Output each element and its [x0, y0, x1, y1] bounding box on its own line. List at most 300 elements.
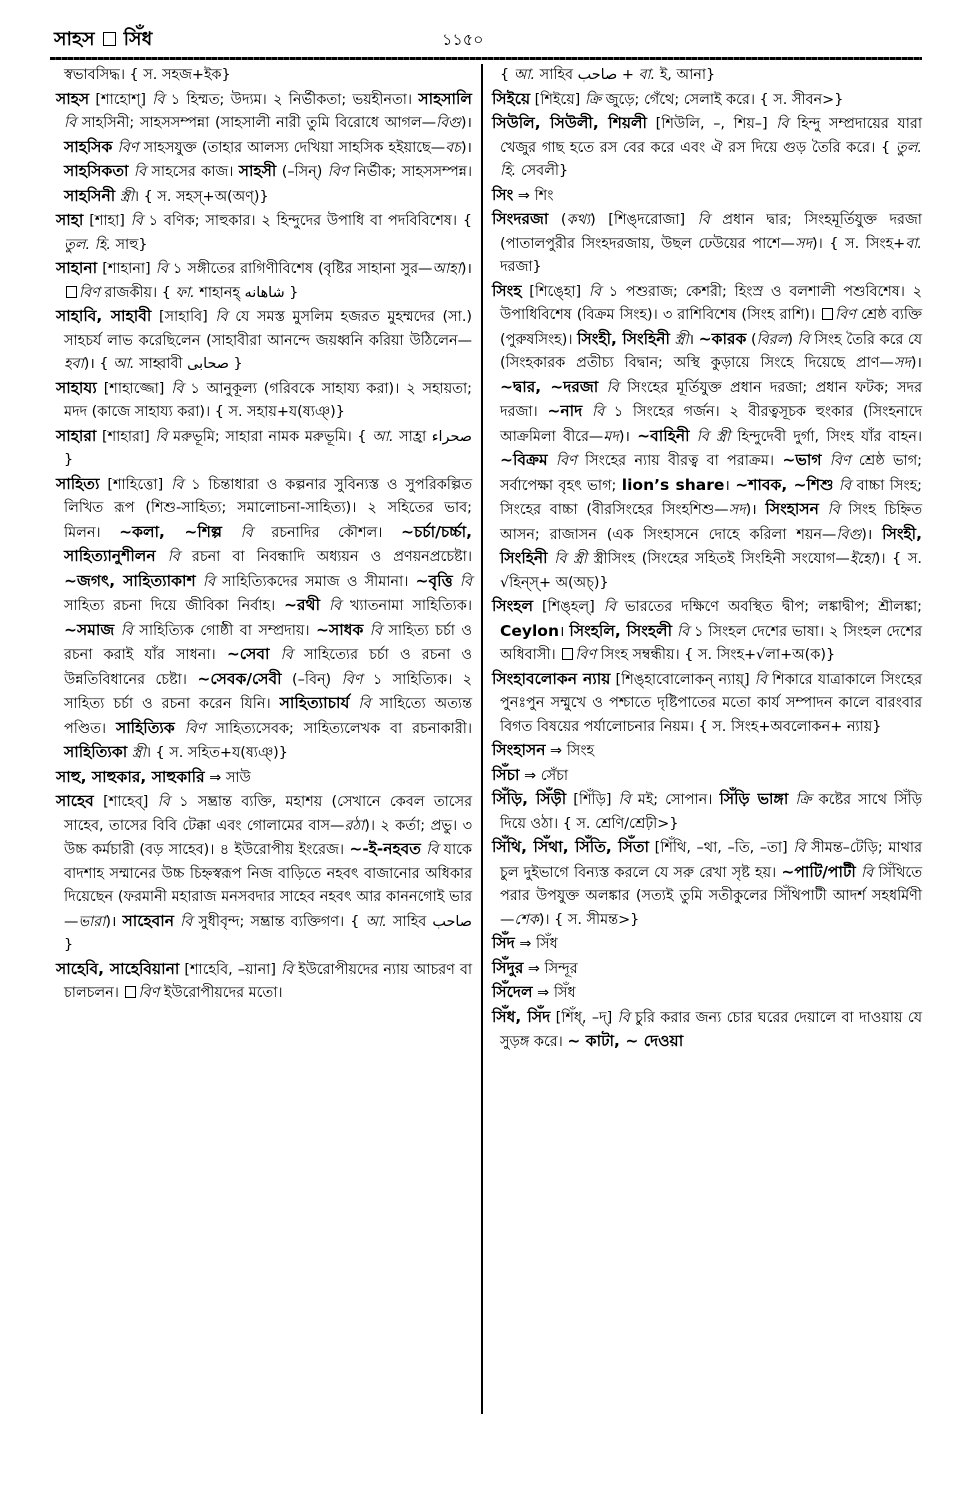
- definition-text: [সাহাবি]: [151, 309, 216, 325]
- definition-text: মই; সোপান।: [630, 792, 720, 808]
- definition-text: [222, 525, 241, 541]
- headword: সিঁচা: [492, 765, 520, 784]
- definition-text: সাহিত্য রচনা দিয়ে জীবিকা নির্বাহ।: [64, 598, 285, 614]
- headword: সিঁথি, সিঁথা, সিঁতি, সিঁতা: [492, 838, 650, 856]
- grammar-label: আহা: [432, 261, 461, 277]
- definition-text: )।: [910, 355, 922, 371]
- dictionary-entry: [492, 764, 922, 789]
- headword: ~শাবক, ~শিশু: [735, 475, 834, 494]
- headword: সাহিত্য: [56, 474, 100, 493]
- headword: সাহসিক: [64, 137, 113, 156]
- headword: ~বিক্রম: [500, 451, 548, 469]
- definition-text: [শাহারা]: [96, 428, 156, 445]
- grammar-label: আ.: [513, 67, 536, 83]
- definition-text: সাহিব صاحب }: [64, 913, 472, 953]
- grammar-label: বি: [120, 622, 133, 639]
- definition-text: সাহ্বাবী صحابی }: [134, 356, 243, 372]
- column-divider: [481, 64, 483, 1414]
- definition-text: স্ত্রীসিংহ (সিংহের সহিতই সিংহিনী সংযোগ—: [587, 551, 850, 567]
- dictionary-entry: [492, 957, 922, 982]
- grammar-label: বি: [369, 622, 382, 639]
- definition-text: [শাহাজ্জো]: [96, 380, 172, 397]
- definition-text: রচনাদির কৌশল।: [252, 524, 401, 541]
- definition-text: )।: [618, 428, 638, 445]
- grammar-label: ফা.: [175, 284, 195, 301]
- definition-text: সাহিত্যিক গোষ্ঠী বা সম্প্রদায়।: [132, 622, 317, 639]
- definition-text: যাকে বাদশাহ সম্মানের উচ্চ চিহ্নস্বরূপ নিজ বাড়িতে নহবৎ বাজানোর অধিকার দিয়েছেন (ফরমানী মহারাজ মনসবদার সাহেব নহবৎ আর কাননগোই ভার—: [64, 842, 472, 930]
- definition-text: শ্রেষ্ঠ ব্যক্তি (পুরুষসিংহ)।: [500, 307, 922, 348]
- headword: সাহায্য: [56, 378, 97, 397]
- headword: সিংহাসন: [492, 741, 546, 759]
- definition-text: [শাহা]: [83, 213, 131, 229]
- definition-text: (: [548, 212, 567, 228]
- headword: সাহসালি: [418, 89, 472, 108]
- definition-text: ১ বণিক; সাহুকার। ২ হিন্দুদের উপাধি বা পদবিবিশেষ। {: [142, 213, 472, 229]
- grammar-label: ক্রি: [584, 91, 602, 108]
- grammar-label: বি: [155, 428, 168, 445]
- headword: ~দ্বার, ~দরজা: [500, 377, 599, 396]
- definition-text: )। ২ কর্তা; প্রভু। ৩ উচ্চ কর্মচারী (বড় সাহেব)। ৪ ইউরোপীয় ইংরেজ।: [64, 817, 472, 858]
- definition-text: ⇒ সাউ: [204, 769, 251, 786]
- grammar-label: বি: [133, 164, 147, 180]
- headword: ~ভাগ: [782, 451, 822, 469]
- grammar-label: আ.: [372, 428, 394, 445]
- definition-text: শিকারে যাত্রাকালে সিংহের পুনঃপুন সম্মুখে ও পশ্চাতে দৃষ্টিপাতের মতো কার্য সম্পাদন কালে বারংবার বিগত বিষয়ের পর্যালোচনার নিয়ম। { স. সিংহ+অবলোকন+ ন্যায়}: [500, 671, 923, 735]
- dictionary-entry: [56, 958, 472, 1006]
- definition-text: ১ সিংহল দেশের ভাষা। ২ সিংহল দেশের অধিবাসী।: [500, 623, 923, 663]
- headword: সাহসিনী: [64, 186, 116, 205]
- definition-text: ইউরোপীয়দের ন্যায় আচরণ বা চালচলন।: [64, 961, 472, 1001]
- grammar-label: বা.: [905, 235, 922, 252]
- definition-text: চুরি করার জন্য চোর ঘরের দেয়ালে বা দাওয়ায় যে সুড়ঙ্গ করে।: [500, 1009, 922, 1050]
- definition-text: জুড়ে; গেঁথে; সেলাই করে। { স. সীবন>}: [601, 91, 844, 108]
- definition-text: ১ পশুরাজ; কেশরী; হিংস্র ও বলশালী পশুবিশেষ। ২ উপাধিবিশেষ (বিক্রম সিংহ)। ৩ রাশিবিশেষ (সিংহ রাশি)।: [500, 283, 922, 323]
- dictionary-entry: [56, 425, 472, 473]
- grammar-label: স্ত্রী: [131, 745, 146, 761]
- headword: সিইয়ে: [492, 89, 531, 108]
- definition-text: )।: [861, 526, 883, 543]
- dictionary-entry: [492, 932, 922, 957]
- headword: সিংহাসন: [765, 500, 819, 518]
- definition-text: {: [500, 67, 514, 83]
- sense-box-icon: [125, 986, 136, 998]
- grammar-label: বি: [171, 476, 184, 493]
- definition-text: সাহসের কাজ।: [146, 164, 239, 180]
- definition-text: হিন্দু সম্প্রদায়ের যারা খেজুর গাছ হতে রস বের করে এবং ঐ রস দিয়ে গুড় তৈরি করে। {: [500, 116, 922, 156]
- definition-text: সেবলী}: [516, 163, 569, 179]
- headword: সাহা: [56, 211, 84, 229]
- definition-text: সাহ্রা صحراء }: [64, 428, 472, 468]
- definition-text: ১ সাহিত্যিক। ২ সাহিত্য চর্চা ও রচনা করেন যিনি।: [64, 671, 473, 712]
- headword: ~সাধক: [316, 620, 364, 639]
- grammar-label: বিণ: [555, 453, 577, 469]
- definition-text: ১ চিন্তাধারা ও কল্পনার সুবিন্যস্ত ও সুপরিকল্পিত লিখিত রূপ (শিশু-সাহিত্য; সমালোচনা-সাহিত্য)। ২ সহিতের ভাব; মিলন।: [64, 476, 472, 541]
- definition-text: । { স. সহস্+অ(অণ্)}: [133, 188, 269, 205]
- grammar-label: বি: [617, 1009, 630, 1026]
- guide-word-first: সাহস: [54, 28, 95, 50]
- grammar-label: বি: [776, 116, 789, 132]
- definition-text: )। { স. সীমন্ত>}: [538, 911, 640, 928]
- grammar-label: শেক: [514, 911, 539, 928]
- definition-text: সিঁথিতে পরার উপযুক্ত অলঙ্কার (সত্যই তুমি সতীকুলের সিঁথিপাটী আদর্শ সহধর্মিণী—: [500, 864, 922, 928]
- headword: ~জগৎ, সাহিত্যাকাশ: [64, 571, 196, 590]
- definition-text: [শিঙ্হাবোলোকন্ ন্যায়্]: [610, 671, 755, 688]
- headword: ~সেবক/সেবী: [197, 669, 282, 688]
- dictionary-entry: [56, 790, 472, 958]
- headword: সাহিত্যিক: [115, 718, 175, 737]
- definition-text: দরজা}: [500, 259, 542, 275]
- guide-words: [54, 28, 152, 50]
- definition-text: )।: [460, 261, 472, 277]
- definition-text: [822, 453, 830, 469]
- grammar-label: বি: [793, 840, 806, 856]
- definition-text: [শিইয়ে]: [530, 91, 585, 108]
- dictionary-entry: [492, 184, 922, 209]
- definition-text: খ্যাতনামা সাহিত্যিক।: [341, 598, 473, 614]
- grammar-label: বি: [152, 91, 165, 108]
- definition-text: শাহানহ্ شاهانه }: [194, 284, 299, 301]
- definition-text: মরুভূমি; সাহারা নামক মরুভূমি। {: [167, 428, 373, 445]
- dictionary-entry: [492, 208, 922, 280]
- definition-text: ।: [559, 623, 570, 640]
- grammar-label: বিগু: [436, 115, 461, 131]
- grammar-label: বি: [861, 864, 874, 881]
- dictionary-entry: [492, 112, 922, 184]
- definition-text: ⇒ সেঁচা: [519, 767, 569, 784]
- definition-text: [175, 721, 185, 737]
- definition-text: (–বিন্): [281, 671, 342, 688]
- grammar-label: হবা: [64, 356, 84, 372]
- definition-text: ১ সিংহের গর্জন। ২ বীরত্বসূচক হুংকার (সিংহনাদে আক্রমিলা বীরে—: [500, 404, 923, 445]
- guide-word-last: সিঁধ: [123, 28, 153, 50]
- definition-text: [548, 453, 556, 469]
- grammar-label: বি: [838, 477, 852, 494]
- definition-text: [শাহেব্]: [93, 794, 158, 810]
- grammar-label: বি: [280, 647, 293, 663]
- headword: সিঁড়ি ভাঙ্গা: [719, 790, 789, 808]
- definition-text: সিংহ তৈরি করে যে (সিংহকারক প্রতীচ্য বিদ্বান; অস্থি কুড়ায়ে সিংহে দিয়েছে প্রাণ—: [500, 331, 922, 371]
- definition-text: [196, 574, 203, 590]
- definition-text: [582, 404, 592, 420]
- grammar-label: সদ: [728, 502, 746, 518]
- running-head: [54, 28, 924, 54]
- definition-text: ১ সঙ্গীতের রাগিণীবিশেষ (বৃষ্টির সাহানা সুর—: [167, 261, 433, 277]
- grammar-label: বি: [676, 623, 690, 640]
- grammar-label: স্ত্রী: [119, 188, 134, 205]
- grammar-label: বি: [588, 283, 602, 300]
- grammar-label: বি: [157, 794, 170, 810]
- dictionary-entry: [492, 788, 922, 836]
- definition-text: [156, 549, 168, 565]
- definition-text: স্বভাবসিদ্ধ। { স. সহজ+ইক}: [64, 67, 231, 83]
- definition-text: [শিঁড়ি]: [566, 792, 619, 808]
- grammar-label: বি: [64, 115, 77, 131]
- headword: সিঁদুর: [492, 958, 524, 977]
- definition-text: ) [শিঙ্দরোজা]: [590, 212, 698, 228]
- left-column: [56, 64, 472, 1006]
- definition-text: সাহিত্যসেবক; সাহিত্যলেখক বা রচনাকারী।: [205, 720, 473, 737]
- definition-text: প্রধান দ্বার; সিংহমূর্তিযুক্ত দরজা (পাতালপুরীর সিংহদরজায়, উছল ঢেউয়ের পাশে—: [500, 212, 922, 252]
- headword: সিংহী, সিংহিনী: [577, 329, 670, 348]
- headword: সাহু, সাহুকার, সাহুকারি: [56, 767, 205, 786]
- dictionary-entry: [492, 88, 922, 113]
- definition-text: [320, 598, 329, 614]
- headword: সাহেবি, সাহেবিয়ানা: [56, 959, 180, 978]
- definition-text: রাজকীয়। {: [99, 284, 176, 301]
- grammar-label: বি: [606, 379, 619, 396]
- definition-text: [শাহেবি, –য়ানা]: [179, 961, 281, 978]
- definition-text: (: [746, 331, 757, 348]
- definition-text: ।: [688, 331, 699, 348]
- grammar-label: বি: [358, 696, 371, 712]
- dictionary-entry: [492, 981, 922, 1006]
- grammar-label: বি: [459, 573, 473, 590]
- headword: ~বাহিনী: [637, 426, 690, 445]
- grammar-label: আ.: [113, 356, 135, 372]
- dictionary-entry: [492, 1006, 922, 1055]
- definition-text: সিংহ চিহ্নিত আসন; রাজাসন (এক সিংহাসনে দোহে করিলা শয়ন—: [500, 502, 923, 543]
- grammar-label: বি: [171, 380, 184, 397]
- entry-continuation: [56, 64, 472, 88]
- dictionary-entry: [56, 305, 472, 377]
- dictionary-entry: [492, 739, 922, 764]
- sense-box-icon: [822, 308, 833, 320]
- grammar-label: বি: [618, 792, 631, 808]
- grammar-label: বি: [202, 573, 215, 590]
- headword: সিঁদ: [492, 934, 515, 952]
- headword: সিংহাবলোকন ন্যায়: [492, 669, 611, 688]
- grammar-label: বি: [155, 261, 168, 277]
- grammar-label: মদ: [603, 428, 619, 445]
- headword: সিংহলি, সিংহলী: [569, 621, 673, 640]
- headword: সাহসিকতা: [64, 162, 129, 180]
- grammar-label: বিণ: [184, 720, 206, 737]
- dictionary-entry: [56, 377, 472, 425]
- definition-text: যে সমস্ত মুসলিম হজরত মুহম্মদের (সা.) সাহচর্য লাভ করেছিলেন (সাহাবীরা আনন্দে জয়ধ্বনি করিয়া উঠিলেন—: [64, 309, 473, 349]
- dictionary-entry: [56, 473, 472, 766]
- grammar-label: ভারা: [78, 913, 106, 930]
- definition-text: ১ সম্ভ্রান্ত ব্যক্তি, মহাশয় (সেখানে কেবল তাসের সাহেব, তাসের বিবি টেক্কা এবং গোলামের বাস—: [64, 794, 472, 834]
- headword: সিংহী, সিংহিনী: [500, 524, 922, 567]
- definition-text: )।: [460, 139, 473, 156]
- definition-text: [শিঁধ্, –দ্]: [550, 1009, 618, 1026]
- definition-text: সিংহের মূর্তিযুক্ত প্রধান দরজা; প্রধান ফটক; সদর দরজা।: [500, 379, 923, 420]
- grammar-label: বি: [180, 913, 193, 930]
- definition-text: [690, 429, 697, 445]
- definition-text: ⇒ সিংহ: [545, 743, 595, 759]
- headword: ~পাটি/পাটী: [781, 862, 856, 881]
- definition-text: (–সিন্): [276, 164, 328, 180]
- definition-text: ⇒ সিন্দূর: [523, 960, 578, 977]
- headword: Ceylon: [500, 621, 559, 640]
- definition-text: [শাহানা]: [97, 261, 156, 277]
- grammar-label: বিণ: [575, 647, 597, 663]
- definition-text: [শাহোশ্]: [89, 91, 153, 108]
- grammar-label: তুল. হি.: [500, 139, 922, 179]
- definition-text: )। {: [83, 356, 114, 372]
- dictionary-entry: [492, 668, 922, 740]
- grammar-label: বি: [603, 599, 616, 615]
- definition-text: কষ্টের সাথে সিঁড়ি দিয়ে ওঠা। { স. শ্রেণি/শ্রেঢ়ী>}: [500, 792, 922, 832]
- dictionary-entry: [492, 595, 922, 668]
- definition-text: [শিউলি, –, শিয়–]: [646, 116, 777, 132]
- definition-text: বাচ্চা সিংহ; সিংহের বাচ্চা (বীরসিংহের সিংহশিশু—: [500, 477, 923, 518]
- grammar-label: বিণ: [327, 164, 349, 180]
- grammar-label: বি: [130, 213, 143, 229]
- dictionary-entry: [492, 836, 922, 932]
- headword: সিংহল: [492, 597, 534, 615]
- definition-text: )। { স. সিংহ+: [812, 235, 906, 252]
- headword: ~কলা, ~শিল্প: [119, 522, 222, 541]
- grammar-label: বিণ: [117, 139, 139, 156]
- definition-text: ⇒ সিঁধ: [514, 936, 558, 952]
- definition-text: [শিঁথি, –থা, –তি, –তা]: [649, 840, 794, 856]
- definition-text: [453, 574, 460, 590]
- sense-box-icon: [562, 648, 573, 660]
- dictionary-entry: [492, 280, 922, 596]
- headword: সাহিত্যিকা: [64, 743, 128, 761]
- definition-text: [269, 647, 280, 663]
- dictionary-entry: [56, 209, 472, 257]
- grammar-label: বি: [754, 671, 767, 688]
- definition-text: শ্রেষ্ঠ ভাগ; সর্বাপেক্ষা বৃহৎ ভাগ;: [500, 453, 923, 494]
- definition-text: সীমন্ত–টেড়ি; মাথার চুল দুইভাগে বিন্যস্ত করলে যে সরু রেখা সৃষ্ট হয়।: [500, 840, 922, 881]
- grammar-label: তুল. হি.: [64, 236, 111, 253]
- definition-text: সাহসযুক্ত (তাহার আলস্য দেখিয়া সাহসিক হইয়াছে—: [138, 139, 446, 156]
- definition-text: [শিঙ্হল্]: [533, 599, 604, 615]
- grammar-label: বি: [328, 598, 342, 614]
- headword: সাহাবি, সাহাবী: [56, 307, 152, 325]
- grammar-label: বি: [167, 549, 180, 565]
- headword: ~-ই-নহবত: [349, 840, 421, 858]
- headword: ~বৃত্তি: [415, 571, 453, 590]
- grammar-label: স্ত্রী: [674, 331, 689, 348]
- grammar-label: ক্রি: [795, 792, 812, 808]
- definition-text: সাহিত্যিকদের সমাজ ও সীমানা।: [214, 573, 416, 590]
- definition-text: সাহু}: [110, 236, 148, 253]
- grammar-label: বি: [280, 961, 294, 978]
- grammar-label: বি: [426, 842, 439, 858]
- grammar-label: রঠা: [344, 817, 365, 834]
- headword: সাহানা: [56, 259, 98, 277]
- grammar-label: বিগু: [836, 526, 862, 543]
- headword: সিংহ: [492, 281, 522, 300]
- grammar-label: বচ: [445, 139, 461, 156]
- headword: ~চর্চা/চর্চ্চা, সাহিত্যানুশীলন: [64, 522, 473, 565]
- definition-text: [598, 380, 606, 396]
- separator-square-icon: [103, 32, 116, 46]
- definition-text: ⇒ সিঁধ: [532, 985, 576, 1001]
- grammar-label: বি স্ত্রী: [554, 551, 588, 567]
- dictionary-entry: [56, 88, 472, 210]
- definition-text: হিন্দুদেবী দুর্গা, সিংহ যাঁর বাহন।: [730, 428, 922, 445]
- grammar-label: বি: [797, 331, 810, 348]
- grammar-label: ইহো: [849, 551, 875, 567]
- grammar-label: সদ: [794, 235, 813, 252]
- headword: ~সমাজ: [64, 620, 115, 639]
- grammar-label: বিণ: [835, 307, 856, 323]
- definition-text: সাহিত্য চর্চা ও রচনা করাই যাঁর সাধনা।: [64, 622, 472, 663]
- entry-continuation: [492, 64, 922, 88]
- headword: সিং: [492, 185, 514, 204]
- definition-text: ।: [724, 477, 736, 494]
- headword: সিঁদেল: [492, 983, 533, 1001]
- right-column: [492, 64, 922, 1055]
- headword: সিঁড়ি, সিঁড়ী: [492, 790, 567, 808]
- grammar-label: বি: [827, 502, 840, 518]
- definition-text: ১ আনুকূল্য (গরিবকে সাহায্য করা)। ২ সহায়তা; মদদ (কাজে সাহায্য করা)। { স. সহায়+য(ষ্যঞ্)}: [64, 380, 472, 420]
- headword: সাহসী: [238, 162, 277, 180]
- definition-text: ই, আনা}: [655, 67, 716, 83]
- definition-text: সিংহ সম্বন্ধীয়। { স. সিংহ+√লা+অ(ক)}: [596, 647, 836, 663]
- definition-text: [শিঙ্হো]: [521, 283, 589, 300]
- dictionary-entry: [56, 766, 472, 791]
- grammar-label: বা.: [638, 67, 656, 83]
- page-number: ১১৫০: [442, 30, 484, 49]
- headword: ~কারক: [698, 329, 747, 348]
- definition-text: সাহিব صاحب +: [535, 67, 639, 83]
- definition-text: ইউরোপীয়দের মতো।: [159, 985, 283, 1001]
- headword: সাহেব: [56, 792, 94, 810]
- definition-text: সিংহের ন্যায় বীরত্ব বা পরাক্রম।: [576, 453, 783, 469]
- headword: ~সেবা: [226, 645, 270, 663]
- definition-text: [শাহিত্তো]: [99, 476, 172, 493]
- definition-text: । { স. সহিত+য(ষ্যঞ্)}: [145, 745, 288, 761]
- definition-text: ১ হিম্মত; উদ্যম। ২ নির্ভীকতা; ভয়হীনতা।: [164, 91, 419, 108]
- sense-box-icon: [66, 286, 77, 298]
- grammar-label: কথ্য: [566, 212, 591, 228]
- definition-text: সাহসিনী; সাহসসম্পন্না (সাহসালী নারী তুমি বিরোধে আগল—: [76, 115, 437, 131]
- definition-text: রচনা বা নিবন্ধাদি অধ্যয়ন ও প্রণয়নপ্রচেষ্টা।: [179, 549, 472, 565]
- grammar-label: বিণ: [138, 985, 160, 1001]
- definition-text: ভারতের দক্ষিণে অবস্থিত দ্বীপ; লঙ্কাদ্বীপ; শ্রীলঙ্কা;: [615, 599, 922, 615]
- headword: ~নাদ: [547, 402, 583, 420]
- grammar-label: সদ: [893, 355, 911, 371]
- grammar-label: বি: [240, 524, 253, 541]
- headword: ~ কাটা, ~ দেওয়া: [567, 1032, 684, 1050]
- definition-text: নির্ভীক; সাহসসম্পন্ন।: [348, 164, 472, 180]
- grammar-label: বিণ: [829, 453, 851, 469]
- grammar-label: আ.: [365, 913, 387, 930]
- headword: সাহিত্যাচার্য: [279, 694, 350, 712]
- definition-text: সাহিত্যে অত্যন্ত পণ্ডিত।: [64, 696, 472, 737]
- definition-text: )।: [460, 115, 472, 131]
- definition-text: )।: [105, 913, 123, 930]
- header-rule: [50, 57, 922, 60]
- headword: সাহারা: [56, 426, 97, 445]
- definition-text: )। { স. √হিন্স্+ অ(অচ্)}: [500, 551, 922, 591]
- grammar-label: বি স্ত্রী: [696, 428, 731, 445]
- grammar-label: বিণ: [341, 671, 363, 688]
- headword: lion’s share: [621, 475, 725, 494]
- definition-text: ⇒ শিং: [513, 187, 554, 204]
- definition-text: [819, 502, 828, 518]
- headword: সিংদরজা: [492, 210, 549, 228]
- definition-text: সুধীবৃন্দ; সম্ভ্রান্ত ব্যক্তিগণ। {: [192, 913, 366, 930]
- headword: সাহস: [56, 89, 90, 108]
- headword: সিঁধ, সিঁদ: [492, 1007, 551, 1026]
- grammar-label: বিণ: [79, 284, 100, 301]
- dictionary-entry: [56, 257, 472, 305]
- headword: সিউলি, সিউলী, শিয়লী: [492, 114, 647, 132]
- definition-text: সাহিত্যের চর্চা ও রচনা ও উন্নতিবিধানের চেষ্টা।: [64, 647, 473, 688]
- definition-text: )।: [745, 502, 766, 518]
- grammar-label: বি: [215, 309, 228, 325]
- grammar-label: বিরল: [756, 331, 788, 348]
- grammar-label: বি: [591, 404, 605, 420]
- grammar-label: বি: [697, 212, 710, 228]
- definition-text: ): [787, 331, 798, 348]
